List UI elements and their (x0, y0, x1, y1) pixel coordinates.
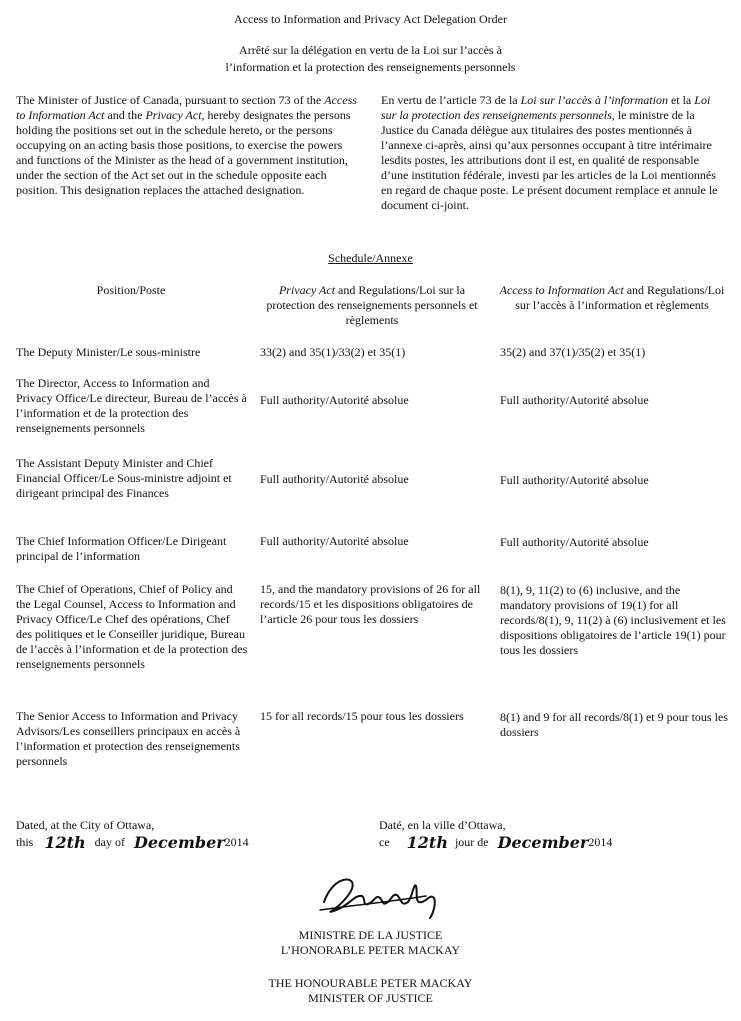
schedule-row-privacy: 15 for all records/15 pour tous les dossiers (260, 709, 464, 723)
schedule-row-privacy: Full authority/Autorité absolue (260, 472, 409, 486)
intro-english (16, 93, 361, 198)
header-ati-act-name: Access to Information Act (499, 283, 624, 297)
schedule-row-privacy: 33(2) and 35(1)/33(2) et 35(1) (260, 345, 406, 359)
dated-french (379, 818, 719, 850)
schedule-row-ati: Full authority/Autorité absolue (500, 535, 649, 549)
signature-en-name: THE HONOURABLE PETER MACKAY (268, 976, 473, 990)
dated-fr-jour-de: jour de (454, 835, 489, 849)
intro-en-act-ati: Access to Information Act (16, 93, 357, 122)
dated-en-day-of: day of (94, 835, 125, 849)
handwritten-day-en: 12th (44, 833, 86, 852)
schedule-row-position: The Chief Information Officer/Le Dirigeant principal de l’information (16, 534, 227, 563)
dated-en-this: this (16, 835, 34, 849)
intro-fr-text-3: , le ministre de la Justice du Canada délègue aux titulaires des postes mentionnés à l’annexe ci-après, ainsi qu’aux personnes occupant à titre intérimaire lesdits postes, les attributions dont il est, en qualité de responsable d’une institution fédérale, investi par les articles de la Loi mentionnés en regard de chaque poste. Le présent document remplace et annule le document ci-joint. (381, 108, 718, 212)
intro-en-text-2: and the (104, 108, 146, 122)
handwritten-month-fr: December (497, 833, 589, 852)
schedule-title: Schedule/Annexe (328, 251, 413, 265)
schedule-row-ati: 8(1) and 9 for all records/8(1) et 9 pour tous les dossiers (500, 710, 728, 739)
handwritten-signature (318, 872, 448, 920)
signature-fr-name: L’HONORABLE PETER MACKAY (280, 943, 461, 957)
header-ati-act (496, 283, 728, 313)
schedule-row-position: The Deputy Minister/Le sous-ministre (16, 345, 201, 359)
dated-en-line1: Dated, at the City of Ottawa, (16, 818, 155, 832)
header-privacy-act (256, 283, 488, 328)
header-privacy-act-name: Privacy Act (278, 283, 336, 297)
intro-fr-act-privacy: Loi sur la protection des renseignements personnels (381, 93, 711, 122)
schedule-row-ati: Full authority/Autorité absolue (500, 473, 649, 487)
dated-english (16, 818, 336, 850)
intro-fr-act-ati: Loi sur l’accès à l’information (520, 93, 668, 107)
document-subtitle-line2: l’information et la protection des renseignements personnels (225, 60, 516, 74)
document-title: Access to Information and Privacy Act Delegation Order (234, 12, 507, 26)
intro-en-text-1: The Minister of Justice of Canada, pursuant to section 73 of the (16, 93, 325, 107)
dated-en-line2 (16, 833, 336, 850)
schedule-row-ati: 8(1), 9, 11(2) to (6) inclusive, and the mandatory provisions of 19(1) for all records/8(1), 9, 11(2) à (6) inclusivement et les dispositions obligatoires de l’article 19(1) pour tous les dossiers (500, 583, 726, 657)
schedule-row-ati: Full authority/Autorité absolue (500, 393, 649, 407)
document-subtitle-line1: Arrêté sur la délégation en vertu de la Loi sur l’accès à (239, 43, 502, 57)
schedule-row-privacy: Full authority/Autorité absolue (260, 534, 409, 548)
intro-french (381, 93, 726, 213)
schedule-row-privacy: Full authority/Autorité absolue (260, 393, 409, 407)
schedule-row-position: The Senior Access to Information and Privacy Advisors/Les conseillers principaux en accès à l’information et protection des renseignements personnels (16, 709, 241, 768)
schedule-row-ati: 35(2) and 37(1)/35(2) et 35(1) (500, 345, 646, 359)
signature-fr-title: MINISTRE DE LA JUSTICE (298, 928, 443, 942)
schedule-row-position: The Assistant Deputy Minister and Chief Financial Officer/Le Sous-ministre adjoint et dirigeant principal des Finances (16, 456, 232, 500)
intro-en-text-3: , hereby designates the persons holding the positions set out in the schedule hereto, or the persons occupying on an acting basis those positions, to exercise the powers and functions of the Minister as the head of a government institution, under the section of the Act set out in the schedule opposite each position. This designation replaces the attached designation. (16, 108, 351, 197)
header-privacy-act-rest: and Regulations/Loi sur la protection des renseignements personnels et règlements (266, 283, 478, 327)
dated-fr-line1: Daté, en la ville d’Ottawa, (379, 818, 506, 832)
dated-fr-ce: ce (379, 835, 390, 849)
intro-fr-text-2: et la (667, 93, 695, 107)
intro-fr-text-1: En vertu de l’article 73 de la (381, 93, 521, 107)
schedule-row-position: The Chief of Operations, Chief of Policy and the Legal Counsel, Access to Information and Privacy Office/Le Chef des opérations, Chef des politiques et le Conseiller juridique, Bureau de l’accès à l’information et de la protection des renseignements personnels (16, 582, 248, 671)
handwritten-month-en: December (133, 833, 225, 852)
dated-fr-line2 (379, 833, 719, 850)
handwritten-day-fr: 12th (406, 833, 448, 852)
header-position: Position/Poste (96, 283, 166, 297)
dated-fr-year: 2014 (588, 835, 613, 849)
dated-en-year: 2014 (224, 835, 249, 849)
schedule-row-position: The Director, Access to Information and Privacy Office/Le directeur, Bureau de l’accès à l’information et de la protection des renseignements personnels (16, 376, 247, 435)
intro-en-act-privacy: Privacy Act (145, 108, 202, 122)
schedule-row-privacy: 15, and the mandatory provisions of 26 for all records/15 et les dispositions obligatoires de l’article 26 pour tous les dossiers (260, 582, 481, 626)
header-ati-act-rest: and Regulations/Loi sur l’accès à l’information et règlements (515, 283, 725, 312)
signature-en-title: MINISTER OF JUSTICE (308, 991, 433, 1005)
